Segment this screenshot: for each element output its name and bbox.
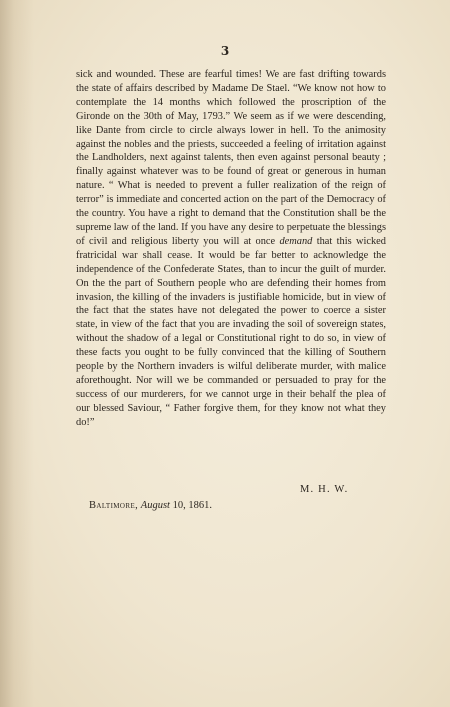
- dateline-month: August: [140, 500, 170, 511]
- page-number: 3: [220, 44, 230, 58]
- dateline-city: Baltimore,: [89, 500, 139, 511]
- body-text-part-2: that this wicked fratricidal war shall cease. It would be far better to acknowledge the independence of the Confederate States, than to incur the guilt of murder. On the the part of Southern people who are defending their homes from invasion, the killing of the invaders is justifiable homicide, but in view of the fact that the states have not delegated the power to coerce a sister state, in view of the fact that you are invading the soil of sovereign states, without the shadow of a legal or Constitutional right to do so, in view of these facts you ought to be fully convinced that the killing of Southern people by the Northern invaders is wilful deliberate murder, with malice aforethought. Nor will we be commanded or persuaded to pray for the success of our murderers, for we cannot urge in their behalf the plea of our blessed Saviour, “ Father forgive them, for they know not what they do!”: [76, 235, 386, 428]
- emphasized-word: demand: [279, 235, 313, 247]
- author-signature: M. H. W.: [300, 484, 349, 495]
- dateline: [89, 500, 212, 511]
- body-text-part-1: sick and wounded. These are fearful times! We are fast drifting towards the state of affairs described by Madame De Stael. “We know not how to contemplate the 14 months which followed the proscription of the Gironde on the 30th of May, 1793.” We seem as if we were descending, like Dante from circle to circle always lower in hell. To the animosity against the nobles and the priests, succeeded a feeling of irritation against the Landholders, next against talents, then even against personal beauty ; finally against whatever was to be found of great or generous in human nature. “ What is needed to prevent a fuller realization of the reign of terror” is immediate and concerted action on the part of the Democracy of the country. You have a right to demand that the Constitution shall be the supreme law of the land. If you have any desire to perpetuate the blessings of civil and religious liberty you will at once: [76, 69, 386, 247]
- dateline-date: 10, 1861.: [169, 500, 212, 511]
- body-paragraph: [76, 68, 386, 430]
